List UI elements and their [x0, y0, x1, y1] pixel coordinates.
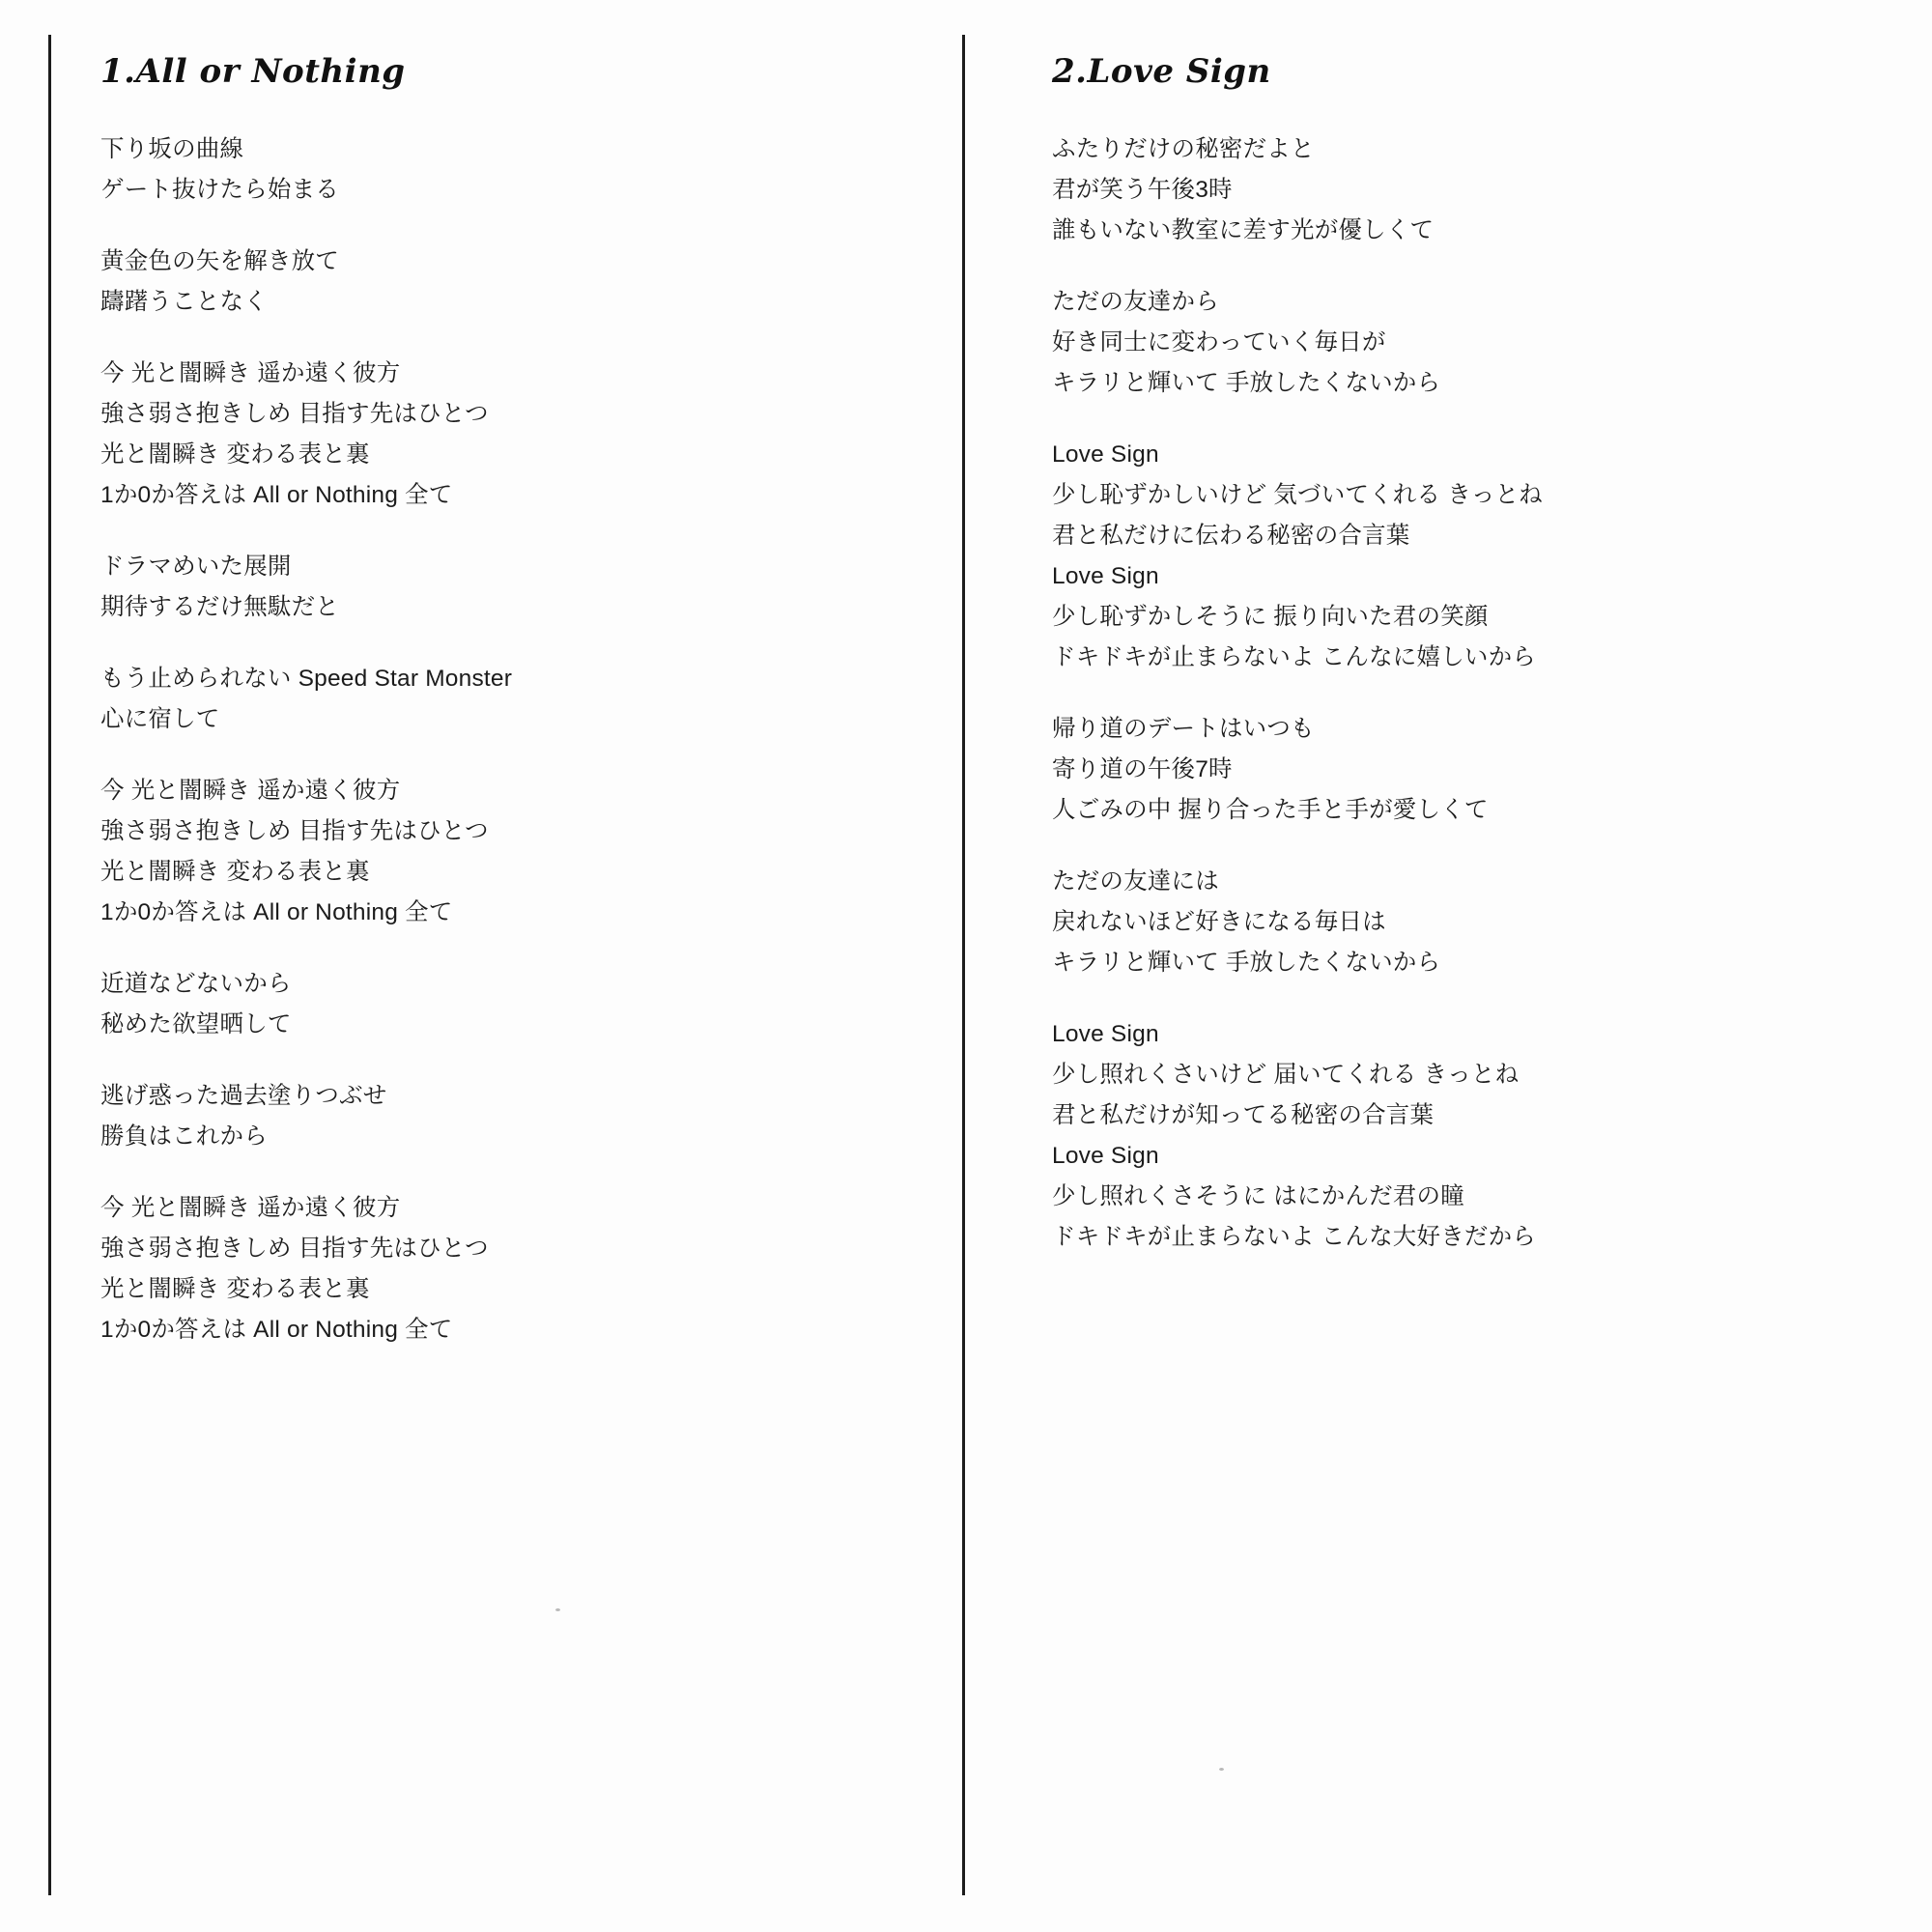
lyric-line: ドキドキが止まらないよ こんな大好きだから [1052, 1224, 1537, 1250]
lyric-line: 躊躇うことなく [100, 289, 268, 315]
lyric-line: 戻れないほど好きになる毎日は [1052, 909, 1386, 935]
lyric-line: Love Sign [1052, 1143, 1159, 1169]
lyric-line: 強さ弱さ抱きしめ 目指す先はひとつ [100, 1236, 489, 1262]
lyric-line: 強さ弱さ抱きしめ 目指す先はひとつ [100, 818, 489, 844]
lyric-line: 光と闇瞬き 変わる表と裏 [100, 859, 370, 885]
stanza [100, 1076, 952, 1157]
lyric-line: ゲート抜けたら始まる [100, 177, 339, 203]
stanza [100, 242, 952, 323]
lyric-line: Love Sign [1052, 563, 1159, 589]
lyric-line: 勝負はこれから [100, 1123, 268, 1150]
lyric-line: 君と私だけに伝わる秘密の合言葉 [1052, 523, 1410, 549]
lyric-line: 強さ弱さ抱きしめ 目指す先はひとつ [100, 401, 489, 427]
lyric-line: 君が笑う午後3時 [1052, 177, 1233, 203]
lyric-line: 1か0か答えは All or Nothing 全て [100, 899, 453, 925]
lyric-line: 寄り道の午後7時 [1052, 756, 1233, 782]
lyric-line: 光と闇瞬き 変わる表と裏 [100, 1276, 370, 1302]
lyric-line: 少し照れくさいけど 届いてくれる きっとね [1052, 1062, 1520, 1088]
stanza [1052, 862, 1932, 983]
lyric-line: 心に宿して [100, 706, 220, 732]
lyric-line: ただの友達から [1052, 289, 1219, 315]
lyric-line: 君と私だけが知ってる秘密の合言葉 [1052, 1102, 1435, 1128]
lyric-line: 今 光と闇瞬き 遥か遠く彼方 [100, 1195, 401, 1221]
stanza [1052, 435, 1932, 678]
song-title-1: 1.All or Nothing [100, 52, 406, 91]
lyric-line: もう止められない Speed Star Monster [100, 666, 513, 692]
stanza [100, 659, 952, 740]
lyric-line: 光と闇瞬き 変わる表と裏 [100, 441, 370, 468]
lyric-line: 下り坂の曲線 [100, 136, 244, 162]
stanza [1052, 1014, 1932, 1258]
lyric-line: ドラマめいた展開 [100, 554, 292, 580]
lyric-line: 期待するだけ無駄だと [100, 594, 339, 620]
lyric-line: キラリと輝いて 手放したくないから [1052, 370, 1441, 396]
lyric-line: 少し恥ずかしそうに 振り向いた君の笑顔 [1052, 604, 1489, 630]
lyric-line: Love Sign [1052, 1021, 1159, 1047]
lyric-line: Love Sign [1052, 441, 1159, 468]
lyric-line: 今 光と闇瞬き 遥か遠く彼方 [100, 778, 401, 804]
song-column-2 [952, 0, 1932, 1932]
lyric-line: 人ごみの中 握り合った手と手が愛しくて [1052, 797, 1489, 823]
lyric-line: 1か0か答えは All or Nothing 全て [100, 1317, 453, 1343]
stanza [100, 771, 952, 933]
lyric-line: 逃げ惑った過去塗りつぶせ [100, 1083, 387, 1109]
song-title-2: 2.Love Sign [1052, 52, 1271, 91]
paper-speck [555, 1608, 560, 1611]
stanza [100, 1188, 952, 1350]
lyric-line: 近道などないから [100, 971, 292, 997]
lyrics-body-2 [1002, 91, 1932, 1258]
stanza [100, 964, 952, 1045]
lyric-line: 黄金色の矢を解き放て [100, 248, 339, 274]
lyric-line: 秘めた欲望晒して [100, 1011, 292, 1037]
song-column-1 [0, 0, 952, 1932]
lyric-line: ドキドキが止まらないよ こんなに嬉しいから [1052, 644, 1537, 670]
lyric-line: キラリと輝いて 手放したくないから [1052, 950, 1441, 976]
stanza [100, 547, 952, 628]
stanza [100, 354, 952, 516]
lyric-line: ふたりだけの秘密だよと [1052, 136, 1315, 162]
lyric-line: 1か0か答えは All or Nothing 全て [100, 482, 453, 508]
stanza [1052, 709, 1932, 831]
lyric-line: 今 光と闇瞬き 遥か遠く彼方 [100, 360, 401, 386]
stanza [100, 129, 952, 211]
stanza [1052, 282, 1932, 404]
stanza [1052, 129, 1932, 251]
lyric-line: 好き同士に変わっていく毎日が [1052, 329, 1386, 355]
lyric-line: ただの友達には [1052, 868, 1219, 895]
lyric-line: 帰り道のデートはいつも [1052, 716, 1315, 742]
lyric-line: 誰もいない教室に差す光が優しくて [1052, 217, 1435, 243]
lyrics-body-1 [54, 91, 952, 1350]
paper-speck [1219, 1768, 1224, 1771]
lyric-line: 少し恥ずかしいけど 気づいてくれる きっとね [1052, 482, 1544, 508]
lyric-line: 少し照れくさそうに はにかんだ君の瞳 [1052, 1183, 1464, 1209]
